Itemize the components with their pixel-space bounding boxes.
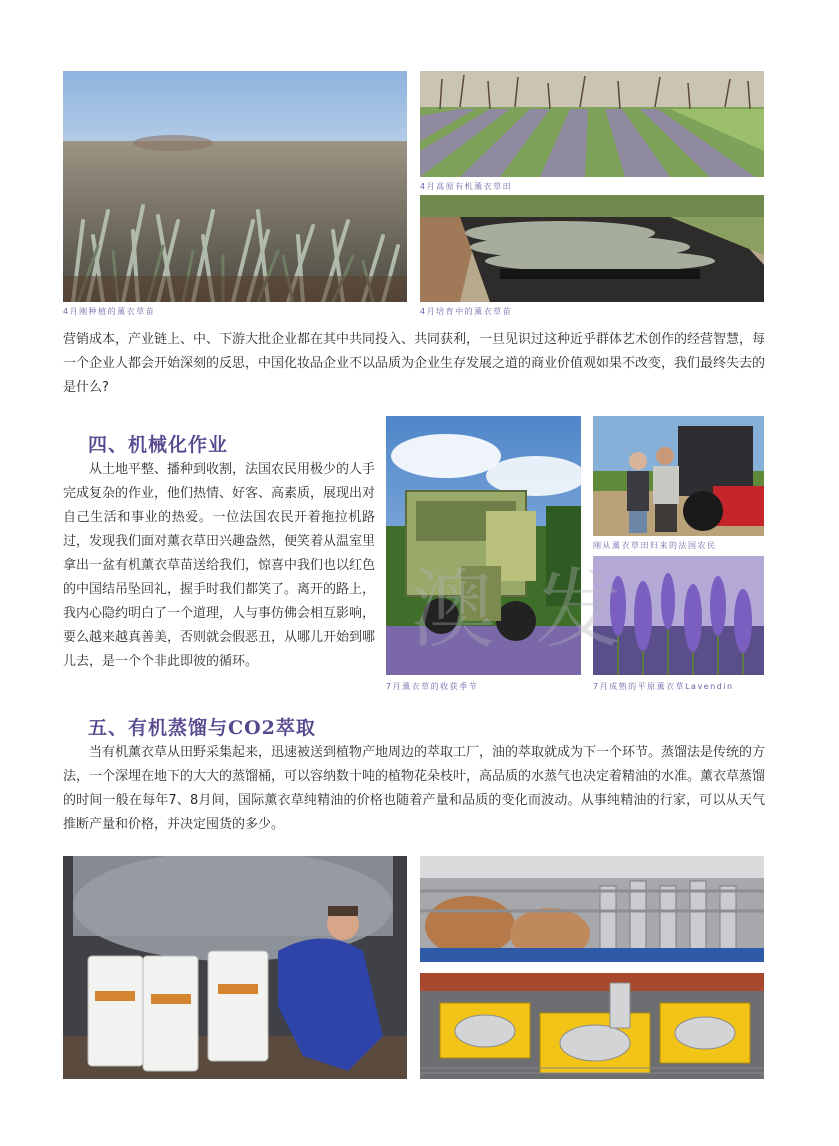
caption-farmers: 刚从薰衣草田归来的法国农民: [593, 541, 717, 550]
photo-lavender-seedlings: [63, 71, 407, 302]
photo-nursery: [420, 195, 764, 302]
photo-copper-stills: [420, 856, 764, 962]
caption-nursery: 4月培育中的薰衣草苗: [420, 307, 513, 316]
caption-plateau-field: 4月高原有机薰衣草田: [420, 182, 513, 191]
watermark: 澳 发: [410, 560, 628, 660]
section4-title: 四、机械化作业: [88, 434, 229, 456]
photo-harvest-machine: [386, 416, 581, 675]
photo-plateau-field: [420, 71, 764, 177]
intro-paragraph: 营销成本，产业链上、中、下游大批企业都在其中共同投入、共同获利，一旦见识过这种近乎群体艺术创作的经营智慧，每一个企业人都会开始深刻的反思，中国化妆品企业不以品质为企业生存发展之道的商业价值观如果不改变，我们最终失去的是什么?: [63, 332, 766, 395]
caption-seedlings: 4月刚种植的薰衣草苗: [63, 307, 156, 316]
section5-body: 当有机薰衣草从田野采集起来，迅速被送到植物产地周边的萃取工厂，油的萃取就成为下一个环节。蒸馏法是传统的方法，一个深埋在地下的大大的蒸馏桶，可以容纳数十吨的植物花朵枝叶，高品质的水蒸气也决定着精油的水准。薰衣草蒸馏的时间一般在每年7、8月间，国际薰衣草纯精油的价格也随着产量和品质的变化而波动。从事纯精油的行家，可以从天气推断产量和价格，并决定囤货的多少。: [63, 745, 766, 832]
section5-title: 五、有机蒸馏与CO2萃取: [88, 717, 316, 739]
caption-harvest: 7月薰衣草的收获季节: [386, 682, 479, 691]
caption-lavandin: 7月成熟的平原薰衣草Lavendin: [593, 682, 734, 691]
photo-co2-extraction: [420, 973, 764, 1079]
photo-distillery-worker: [63, 856, 407, 1079]
section4-body: 从土地平整、播种到收割，法国农民用极少的人手完成复杂的作业，他们热情、好客、高素质，展现出对自己生活和事业的热爱。一位法国农民开着拖拉机路过，发现我们面对薰衣草田兴趣盎然，便笑着从温室里拿出一盆有机薰衣草苗送给我们，惊喜中我们也以红色的中国结吊坠回礼，握手时我们都笑了。离开的路上，我内心隐约明白了一个道理，人与事仿佛会相互影响，要么越来越真善美，否则就会假恶丑，从哪儿开始到哪儿去，是一个个非此即彼的循环。: [63, 462, 376, 669]
photo-french-farmers: [593, 416, 764, 536]
photo-lavandin: [593, 556, 764, 675]
